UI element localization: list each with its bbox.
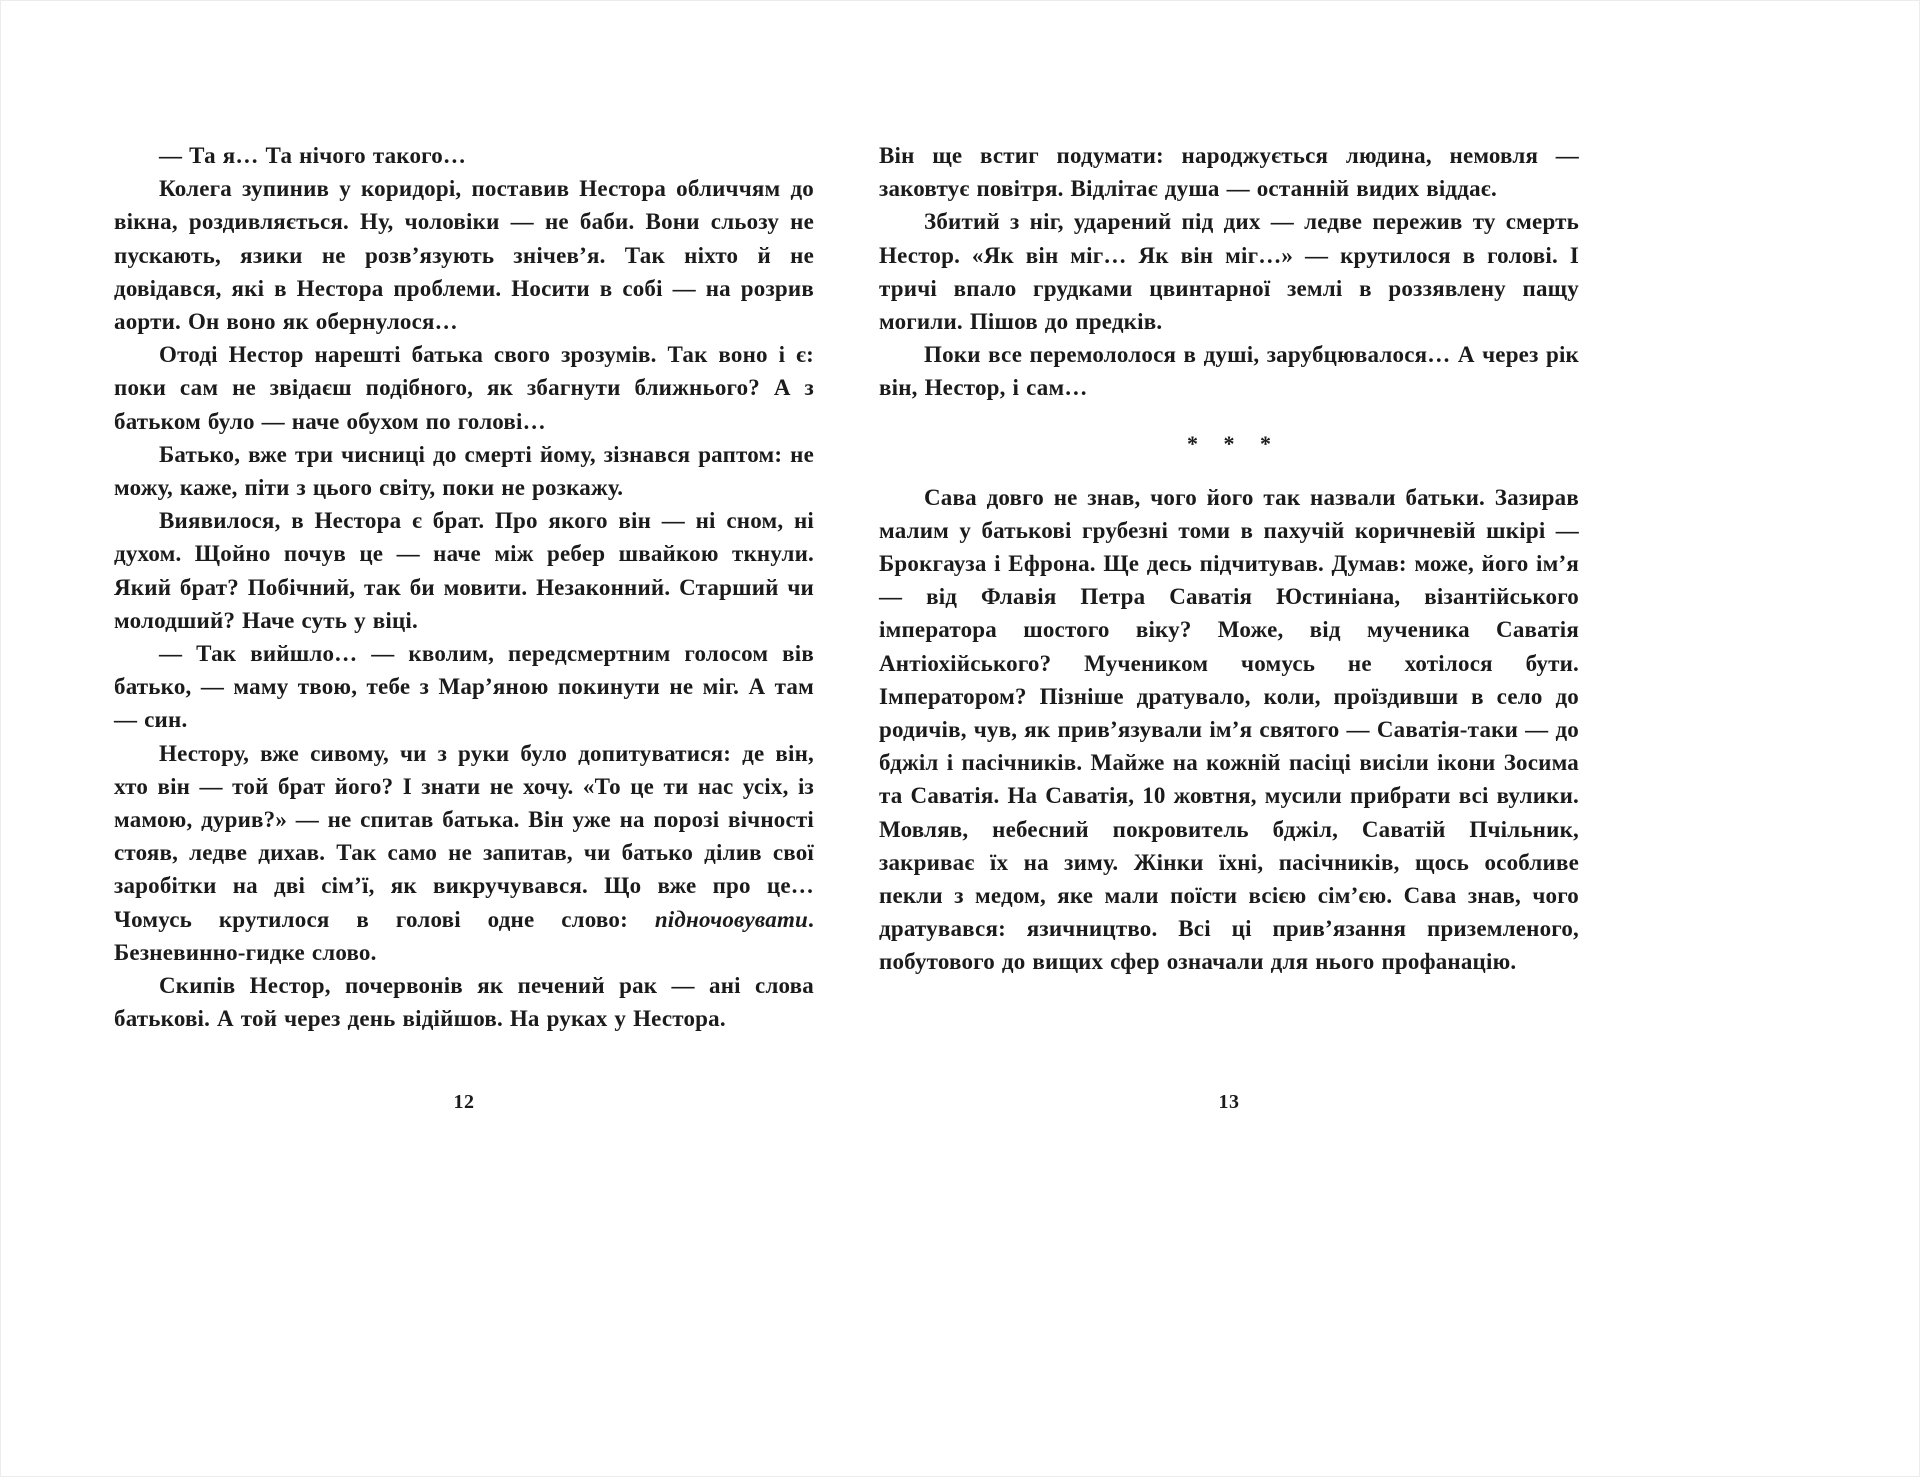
body-text: Він ще встиг подумати: народжується людина, немовля — заковтує повітря. Відлітає душа — останній видих віддає. (879, 143, 1579, 202)
page-left-text (114, 139, 814, 1035)
body-text: Батько, вже три чисниці до смерті йому, зізнався раптом: не можу, каже, піти з цього світу, поки не розкажу. (114, 441, 814, 501)
body-text: Нестору, вже сивому, чи з руки було допитуватися: де він, хто він — той брат його? І знати не хочу. «То це ти нас усіх, із мамою, дурив?» — не спитав батька. Він уже на порозі вічності стояв, ледве дихав. Так само не запитав, чи батько ділив свої заробітки на дві сім’ї, як викручувався. Що вже про це… Чомусь крутилося в голові одне слово: (114, 740, 814, 932)
body-text: Сава довго не знав, чого його так назвали батьки. Зазирав малим у батькові грубезні томи в пахучій коричневій шкірі — Брокгауза і Ефрона. Ще десь підчитував. Думав: може, його ім’я — від Флавія Петра Саватія Юстиніана, візантійського імператора шостого віку? Може, від мученика Саватія Антіохійського? Мучеником чомусь не хотілося бути. Імператором? Пізніше дратувало, коли, проїздивши в село до родичів, чув, як прив’язували ім’я святого — Саватія-таки — до бджіл і пасічників. Майже на кожній пасіці висіли ікони Зосима та Саватія. На Саватія, 10 жовтня, мусили прибрати всі вулики. Мовляв, небесний покровитель бджіл, Саватій Пчільник, закриває їх на зиму. Жінки їхні, пасічників, щось особливе пекли з медом, яке мали поїсти всією сім’єю. Сава знав, чого дратувався: язичництво. Всі ці прив’язання приземленого, побутового до вищих сфер означали для нього профанацію. (879, 484, 1579, 975)
paragraph (114, 637, 814, 737)
paragraph (114, 737, 814, 969)
page-left (114, 139, 814, 1169)
body-text: . Безневинно-гидке слово. (114, 906, 814, 965)
body-text: Колега зупинив у коридорі, поставив Нестора обличчям до вікна, роздивляється. Ну, чоловіки — не баби. Вони сльозу не пускають, язики не розв’язують знічев’я. Так ніхто й не довідався, які в Нестора проблеми. Носити в собі — на розрив аорти. Он воно як обернулося… (114, 176, 814, 335)
paragraph (114, 139, 814, 172)
body-text: — Так вийшло… — кволим, передсмертним голосом вів батько, — маму твою, тебе з Мар’яною покинути не міг. А там — син. (114, 641, 814, 733)
paragraph (879, 139, 1579, 205)
page-number-left: 12 (453, 1091, 475, 1113)
body-text: Отоді Нестор нарешті батька свого зрозумів. Так воно і є: поки сам не звідаєш подібного, як збагнути ближнього? А з батьком було — наче обухом по голові… (114, 342, 814, 434)
paragraph (114, 172, 814, 338)
paragraph (114, 504, 814, 637)
emphasized-text: підночовувати (654, 906, 809, 932)
paragraph (879, 338, 1579, 404)
body-text: — Та я… Та нічого такого… (159, 143, 467, 168)
paragraph (879, 481, 1579, 979)
page-right (879, 139, 1579, 1169)
body-text: Виявилося, в Нестора є брат. Про якого він — ні сном, ні духом. Щойно почув це — наче між ребер швайкою ткнули. Який брат? Побічний, так би мовити. Незаконний. Старший чи молодший? Наче суть у віці. (114, 508, 814, 633)
paragraph (879, 205, 1579, 338)
paragraph (114, 969, 814, 1035)
page-number-right: 13 (1218, 1091, 1240, 1113)
paragraph (114, 438, 814, 504)
section-separator: * * * (1187, 430, 1281, 456)
body-text: Збитий з ніг, ударений під дих — ледве пережив ту смерть Нестор. «Як він міг… Як він міг…» — крутилося в голові. І тричі впало грудками цвинтарної землі в роззявлену пащу могили. Пішов до предків. (879, 209, 1579, 335)
paragraph (114, 338, 814, 438)
page-right-text (879, 139, 1579, 979)
body-text: Поки все перемололося в душі, зарубцювалося… А через рік він, Нестор, і сам… (879, 342, 1579, 401)
body-text: Скипів Нестор, почервонів як печений рак — ані слова батькові. А той через день відійшов. На руках у Нестора. (114, 973, 814, 1032)
